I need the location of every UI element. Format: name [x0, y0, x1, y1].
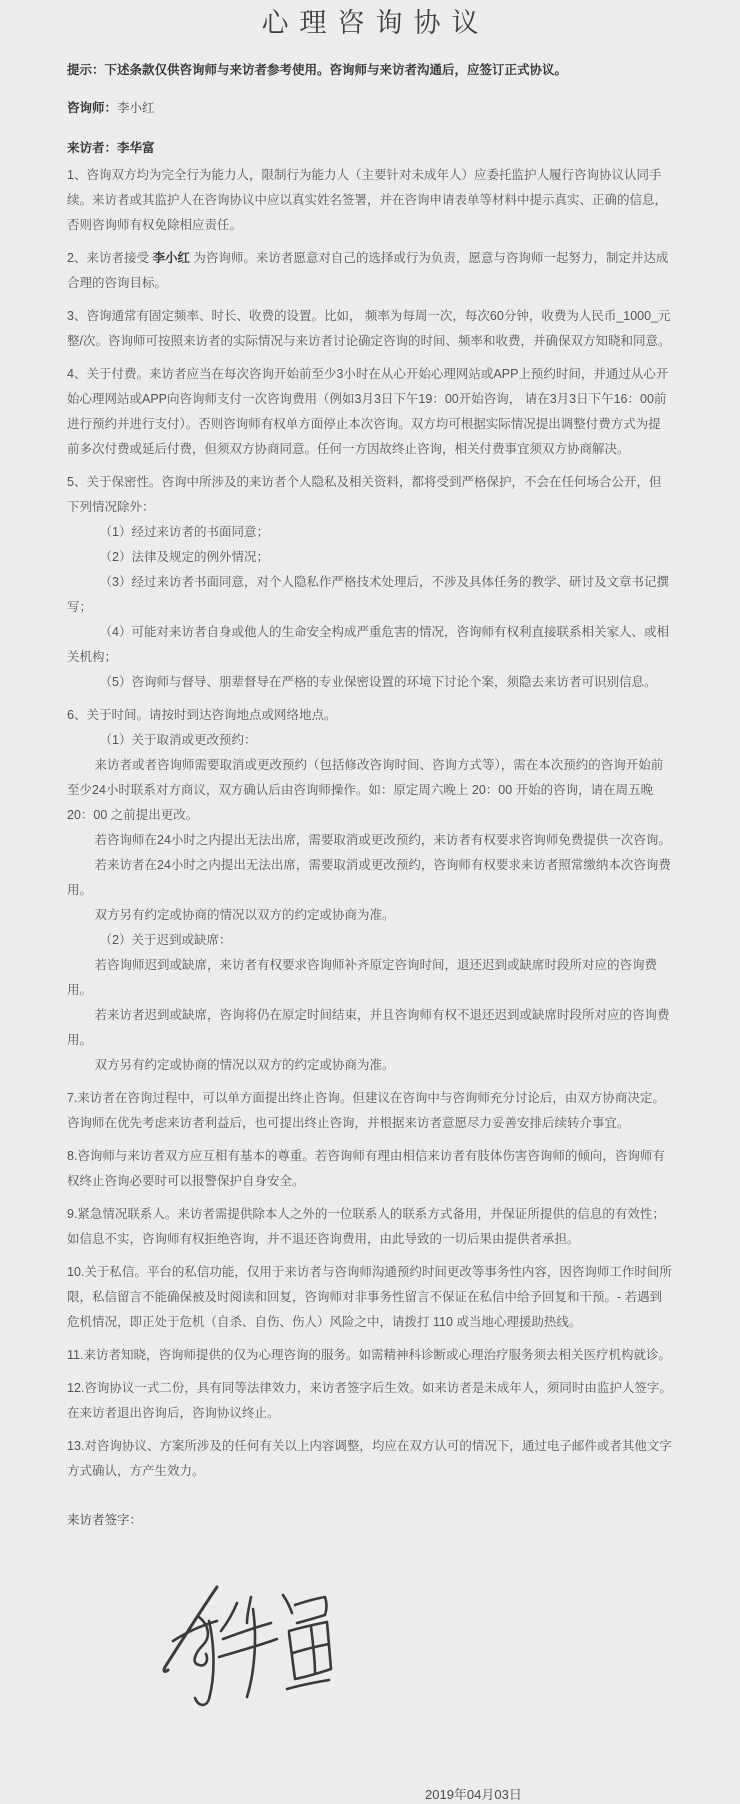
tip-line: 提示：下述条款仅供咨询师与来访者参考使用。咨询师与来访者沟通后，应签订正式协议。	[67, 63, 568, 77]
clause-11: 11.来访者知晓，咨询师提供的仅为心理咨询的服务。如需精神科诊断或心理治疗服务须去相关医疗机构就诊。	[67, 1348, 671, 1362]
client-name: 李华富	[117, 141, 155, 155]
clause-6	[67, 703, 673, 1078]
clause-5-item-2: （2）法律及规定的例外情况；	[99, 550, 269, 564]
clause-1: 1、咨询双方均为完全行为能力人，限制行为能力人（主要针对未成年人）应委托监护人履行咨询协议认同手续。来访者或其监护人在咨询协议中应以真实姓名签署，并在咨询申请表单等材料中提示真实、正确的信息，否则咨询师有权免除相应责任。	[67, 168, 668, 232]
client-label: 来访者：	[67, 141, 118, 155]
clause-7: 7.来访者在咨询过程中，可以单方面提出终止咨询。但建议在咨询中与咨询师充分讨论后，由双方协商决定。咨询师在优先考虑来访者利益后，也可提出终止咨询，并根据来访者意愿尽力妥善安排后续转介事宜。	[67, 1091, 665, 1130]
clause-2	[67, 246, 673, 296]
signature-date: 2019年04月03日	[425, 1787, 522, 1802]
clause-9: 9.紧急情况联系人。来访者需提供除本人之外的一位联系人的联系方式备用，并保证所提供的信息的有效性；如信息不实，咨询师有权拒绝咨询，并不退还咨询费用，由此导致的一切后果由提供者承担。	[67, 1207, 665, 1246]
clause-3: 3、咨询通常有固定频率、时长、收费的设置。比如， 频率为每周一次，每次60分钟，收费为人民币_1000_元整/次。咨询师可按照来访者的实际情况与来访者讨论确定咨询的时间、频率和收费，并确保双方知晓和同意。	[67, 309, 671, 348]
counselor-name: 李小红	[117, 101, 155, 115]
clause-5-item-3: （3）经过来访者书面同意，对个人隐私作严格技术处理后，不涉及具体任务的教学、研讨及文章书记撰写；	[67, 575, 669, 614]
clause-6-sub1-line-4: 双方另有约定或协商的情况以双方的约定或协商为准。	[94, 908, 395, 922]
clause-5-item-5: （5）咨询师与督导、朋辈督导在严格的专业保密设置的环境下讨论个案，须隐去来访者可识别信息。	[99, 675, 657, 689]
clause-4: 4、关于付费。来访者应当在每次咨询开始前至少3小时在从心开始心理网站或APP上预约时间，并通过从心开始心理网站或APP向咨询师支付一次咨询费用（例如3月3日下午19：00开始咨询， 请在3月3日下午16：00前进行预约并进行支付）。否则咨询师有权单方面停止本次咨询。双方均可根据实际情况提出调整付费方式为提前多次付费或延后付费，但须双方协商同意。任何一方因故终止咨询，相关付费事宜须双方协商解决。	[67, 367, 669, 456]
counselor-label: 咨询师：	[67, 101, 118, 115]
clause-6-sub1-line-1: 来访者或者咨询师需要取消或更改预约（包括修改咨询时间、咨询方式等），需在本次预约的咨询开始前至少24小时联系对方商议，双方确认后由咨询师操作。如：原定周六晚上 20：00 开始的咨询，请在周五晚 20：00 之前提出更改。	[67, 758, 664, 822]
clause-6-sub1-title: （1）关于取消或更改预约：	[99, 733, 257, 747]
clause-5-intro: 5、关于保密性。咨询中所涉及的来访者个人隐私及相关资料，都将受到严格保护，不会在任何场合公开，但下列情况除外：	[67, 475, 662, 514]
client-line	[67, 136, 673, 161]
clause-6-sub2-title: （2）关于迟到或缺席：	[99, 933, 232, 947]
clause-13: 13.对咨询协议、方案所涉及的任何有关以上内容调整，均应在双方认可的情况下，通过电子邮件或者其他文字方式确认，方产生效力。	[67, 1439, 672, 1478]
clause-10: 10.关于私信。平台的私信功能，仅用于来访者与咨询师沟通预约时间更改等事务性内容，因咨询师工作时间所限，私信留言不能确保被及时阅读和回复，咨询师对非事务性留言不保证在私信中给予回复和干预。- 若遇到危机情况，即正处于危机（自杀、自伤、伤人）风险之中，请拨打 110 或当地心理援助热线。	[67, 1265, 672, 1329]
clause-5	[67, 470, 673, 695]
clause-6-sub2-line-2: 若来访者迟到或缺席，咨询将仍在原定时间结束，并且咨询师有权不退还迟到或缺席时段所对应的咨询费用。	[67, 1008, 670, 1047]
client-signature	[159, 1581, 334, 1721]
clause-6-intro: 6、关于时间。请按时到达咨询地点或网络地点。	[67, 708, 337, 722]
client-signature-drawing	[159, 1581, 334, 1721]
page-title: 心理咨询协议	[261, 8, 490, 38]
signature-label: 来访者签字：	[67, 1513, 143, 1527]
counselor-line	[67, 96, 673, 121]
clause-6-sub1-line-2: 若咨询师在24小时之内提出无法出席，需要取消或更改预约，来访者有权要求咨询师免费提供一次咨询。	[94, 833, 671, 847]
clause-6-sub2-line-3: 双方另有约定或协商的情况以双方的约定或协商为准。	[94, 1058, 395, 1072]
clause-2-counselor-name: 李小红	[152, 251, 190, 265]
clause-5-item-4: （4）可能对来访者自身或他人的生命安全构成严重危害的情况，咨询师有权利直接联系相关家人、或相关机构；	[67, 625, 669, 664]
clause-6-sub1-line-3: 若来访者在24小时之内提出无法出席，需要取消或更改预约，咨询师有权要求来访者照常缴纳本次咨询费用。	[67, 858, 671, 897]
clause-6-sub2-line-1: 若咨询师迟到或缺席，来访者有权要求咨询师补齐原定咨询时间，退还迟到或缺席时段所对应的咨询费用。	[67, 958, 658, 997]
clause-2-suffix: 为咨询师。来访者愿意对自己的选择或行为负责，愿意与咨询师一起努力，制定并达成合理的咨询目标。	[67, 251, 669, 290]
clause-8: 8.咨询师与来访者双方应互相有基本的尊重。若咨询师有理由相信来访者有肢体伤害咨询师的倾向，咨询师有权终止咨询必要时可以报警保护自身安全。	[67, 1149, 665, 1188]
clause-5-item-1: （1）经过来访者的书面同意；	[99, 525, 269, 539]
clause-12: 12.咨询协议一式二份，具有同等法律效力，来访者签字后生效。如来访者是未成年人，须同时由监护人签字。在来访者退出咨询后，咨询协议终止。	[67, 1381, 672, 1420]
clause-2-prefix: 2、来访者接受	[67, 251, 153, 265]
